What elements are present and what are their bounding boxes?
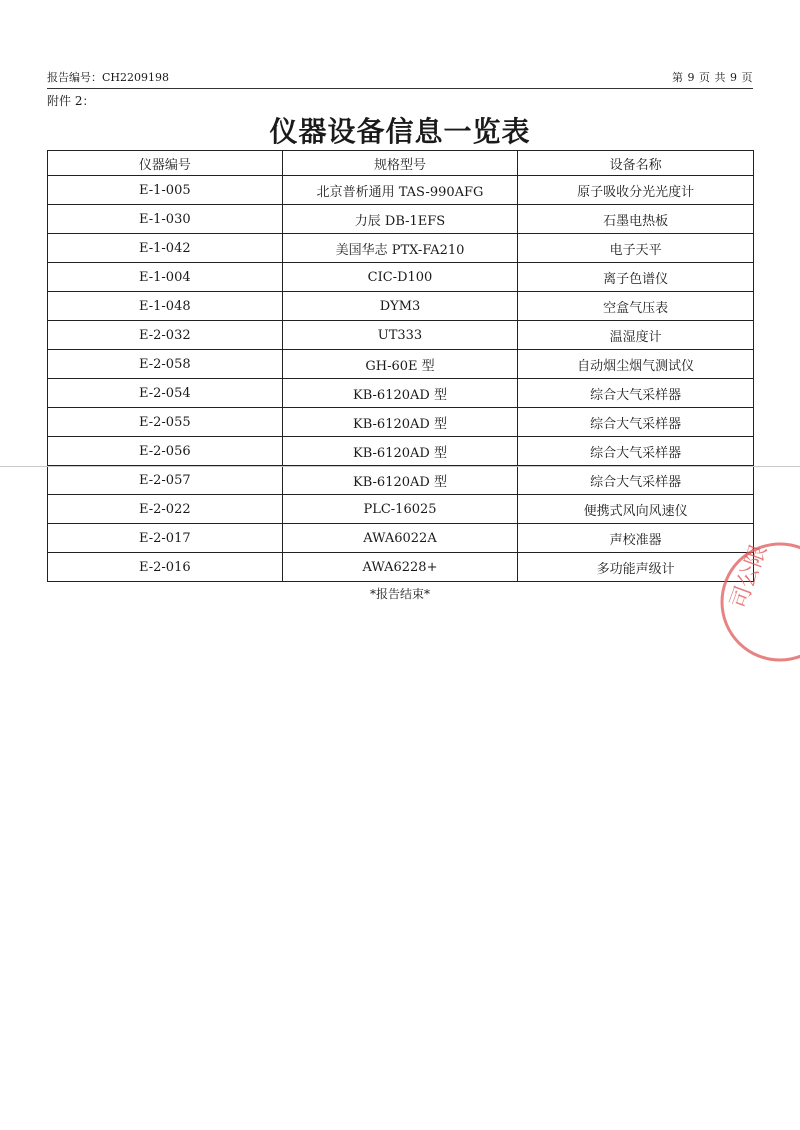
page-title: 仪器设备信息一览表 xyxy=(269,115,531,148)
page-header xyxy=(47,70,753,89)
table-body xyxy=(48,176,754,582)
table-row xyxy=(48,408,754,437)
cell-model: 美国华志 PTX-FA210 xyxy=(282,234,518,263)
page-info: 第 9 页 共 9 页 xyxy=(672,71,753,84)
cell-model: CIC-D100 xyxy=(282,263,518,292)
cell-model: UT333 xyxy=(282,321,518,350)
table-row xyxy=(48,437,754,466)
table-row xyxy=(48,524,754,553)
cell-instrument-no: E-2-032 xyxy=(48,321,283,350)
cell-device-name: 综合大气采样器 xyxy=(518,379,754,408)
cell-device-name: 温湿度计 xyxy=(518,321,754,350)
table-row xyxy=(48,321,754,350)
cell-model: 北京普析通用 TAS-990AFG xyxy=(282,176,518,205)
cell-model: PLC-16025 xyxy=(282,495,518,524)
table-row xyxy=(48,176,754,205)
instrument-table xyxy=(47,150,754,582)
cell-model: DYM3 xyxy=(282,292,518,321)
table-row xyxy=(48,495,754,524)
cell-device-name: 原子吸收分光光度计 xyxy=(518,176,754,205)
table-row xyxy=(48,205,754,234)
cell-instrument-no: E-2-056 xyxy=(48,437,283,466)
cell-model: KB-6120AD 型 xyxy=(282,379,518,408)
seal-text: 司公限 xyxy=(726,541,773,613)
cell-device-name: 综合大气采样器 xyxy=(518,408,754,437)
table-row xyxy=(48,553,754,582)
attachment-label: 附件 2： xyxy=(47,94,95,108)
cell-instrument-no: E-2-057 xyxy=(48,466,283,495)
report-end-note: *报告结束* xyxy=(369,587,430,601)
column-header-instrument-no: 仪器编号 xyxy=(48,151,283,176)
cell-instrument-no: E-2-058 xyxy=(48,350,283,379)
cell-device-name: 电子天平 xyxy=(518,234,754,263)
cell-device-name: 多功能声级计 xyxy=(518,553,754,582)
cell-instrument-no: E-1-048 xyxy=(48,292,283,321)
table-row xyxy=(48,263,754,292)
cell-model: KB-6120AD 型 xyxy=(282,437,518,466)
column-header-device-name: 设备名称 xyxy=(518,151,754,176)
report-number-label: 报告编号： xyxy=(47,71,102,84)
cell-model: AWA6022A xyxy=(282,524,518,553)
cell-device-name: 离子色谱仪 xyxy=(518,263,754,292)
cell-model: 力辰 DB-1EFS xyxy=(282,205,518,234)
cell-instrument-no: E-2-016 xyxy=(48,553,283,582)
cell-instrument-no: E-1-042 xyxy=(48,234,283,263)
cell-instrument-no: E-1-030 xyxy=(48,205,283,234)
table-header-row xyxy=(48,151,754,176)
cell-device-name: 综合大气采样器 xyxy=(518,466,754,495)
scan-fold-line xyxy=(0,466,800,467)
cell-instrument-no: E-2-054 xyxy=(48,379,283,408)
table-row xyxy=(48,466,754,495)
cell-device-name: 空盒气压表 xyxy=(518,292,754,321)
cell-device-name: 自动烟尘烟气测试仪 xyxy=(518,350,754,379)
cell-model: KB-6120AD 型 xyxy=(282,408,518,437)
cell-device-name: 声校准器 xyxy=(518,524,754,553)
table-row xyxy=(48,234,754,263)
cell-model: GH-60E 型 xyxy=(282,350,518,379)
report-number xyxy=(47,70,169,86)
cell-model: KB-6120AD 型 xyxy=(282,466,518,495)
cell-model: AWA6228+ xyxy=(282,553,518,582)
table-row xyxy=(48,350,754,379)
cell-instrument-no: E-1-005 xyxy=(48,176,283,205)
cell-instrument-no: E-1-004 xyxy=(48,263,283,292)
cell-device-name: 综合大气采样器 xyxy=(518,437,754,466)
cell-device-name: 石墨电热板 xyxy=(518,205,754,234)
report-number-value: CH2209198 xyxy=(102,71,169,84)
column-header-model: 规格型号 xyxy=(282,151,518,176)
cell-instrument-no: E-2-017 xyxy=(48,524,283,553)
cell-instrument-no: E-2-055 xyxy=(48,408,283,437)
company-seal xyxy=(700,540,800,670)
cell-instrument-no: E-2-022 xyxy=(48,495,283,524)
table-row xyxy=(48,379,754,408)
table-row xyxy=(48,292,754,321)
cell-device-name: 便携式风向风速仪 xyxy=(518,495,754,524)
